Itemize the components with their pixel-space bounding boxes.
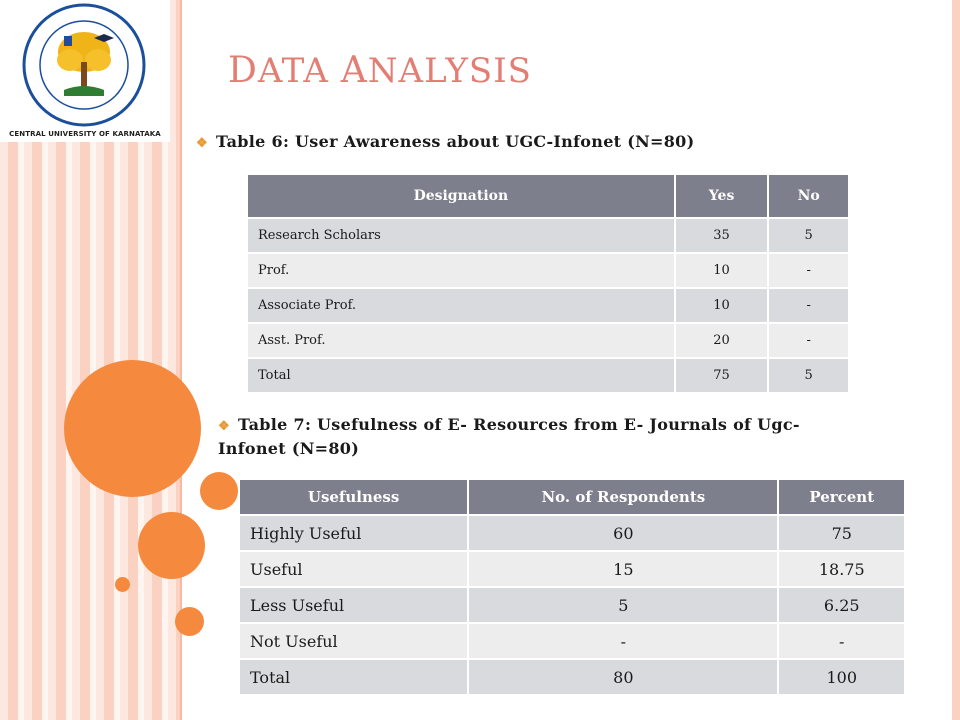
- designation-cell: Asst. Prof.: [248, 323, 675, 358]
- usefulness-table: [240, 480, 904, 694]
- decorative-circle-tiny: [115, 577, 130, 592]
- respondents-cell: 15: [468, 551, 778, 587]
- designation-cell: Total: [248, 358, 675, 392]
- percent-cell: 75: [778, 515, 904, 551]
- decorative-circle-small-2: [175, 607, 204, 636]
- usefulness-cell: Useful: [240, 551, 468, 587]
- no-cell: -: [768, 323, 848, 358]
- slide-title: DATA ANALYSIS: [228, 50, 532, 91]
- no-cell: -: [768, 288, 848, 323]
- table-row: [248, 358, 848, 392]
- column-header: Designation: [248, 175, 675, 218]
- table-row: [240, 515, 904, 551]
- respondents-cell: -: [468, 623, 778, 659]
- table-row: [240, 551, 904, 587]
- table-row: [248, 323, 848, 358]
- decorative-circle-medium: [138, 512, 205, 579]
- usefulness-cell: Less Useful: [240, 587, 468, 623]
- diamond-bullet-icon: ❖: [218, 419, 230, 434]
- decorative-circle-large: [64, 360, 201, 497]
- usefulness-cell: Not Useful: [240, 623, 468, 659]
- user-awareness-table: [248, 175, 848, 392]
- usefulness-cell: Highly Useful: [240, 515, 468, 551]
- table6-caption: ❖ Table 6: User Awareness about UGC-Infonet (N=80): [196, 132, 695, 151]
- university-seal-icon: [20, 2, 148, 128]
- decorative-circle-small: [200, 472, 238, 510]
- table-row: [240, 587, 904, 623]
- diamond-bullet-icon: ❖: [196, 136, 208, 151]
- no-cell: -: [768, 253, 848, 288]
- table-row: [240, 623, 904, 659]
- no-cell: 5: [768, 218, 848, 253]
- university-logo: [0, 0, 170, 142]
- column-header: Usefulness: [240, 480, 468, 515]
- table-row: [248, 253, 848, 288]
- percent-cell: -: [778, 623, 904, 659]
- percent-cell: 100: [778, 659, 904, 694]
- table-row: [240, 659, 904, 694]
- usefulness-cell: Total: [240, 659, 468, 694]
- yes-cell: 20: [675, 323, 769, 358]
- column-header: No. of Respondents: [468, 480, 778, 515]
- respondents-cell: 5: [468, 587, 778, 623]
- yes-cell: 75: [675, 358, 769, 392]
- table-row: [248, 218, 848, 253]
- percent-cell: 6.25: [778, 587, 904, 623]
- column-header: Yes: [675, 175, 769, 218]
- right-edge-stripe: [952, 0, 960, 720]
- yes-cell: 10: [675, 288, 769, 323]
- respondents-cell: 60: [468, 515, 778, 551]
- yes-cell: 35: [675, 218, 769, 253]
- designation-cell: Prof.: [248, 253, 675, 288]
- no-cell: 5: [768, 358, 848, 392]
- designation-cell: Associate Prof.: [248, 288, 675, 323]
- table7-caption: ❖ Table 7: Usefulness of E- Resources from E- Journals of Ugc- Infonet (N=80): [218, 415, 800, 458]
- column-header: No: [768, 175, 848, 218]
- university-name: CENTRAL UNIVERSITY OF KARNATAKA: [9, 130, 161, 138]
- yes-cell: 10: [675, 253, 769, 288]
- designation-cell: Research Scholars: [248, 218, 675, 253]
- respondents-cell: 80: [468, 659, 778, 694]
- column-header: Percent: [778, 480, 904, 515]
- percent-cell: 18.75: [778, 551, 904, 587]
- table-row: [248, 288, 848, 323]
